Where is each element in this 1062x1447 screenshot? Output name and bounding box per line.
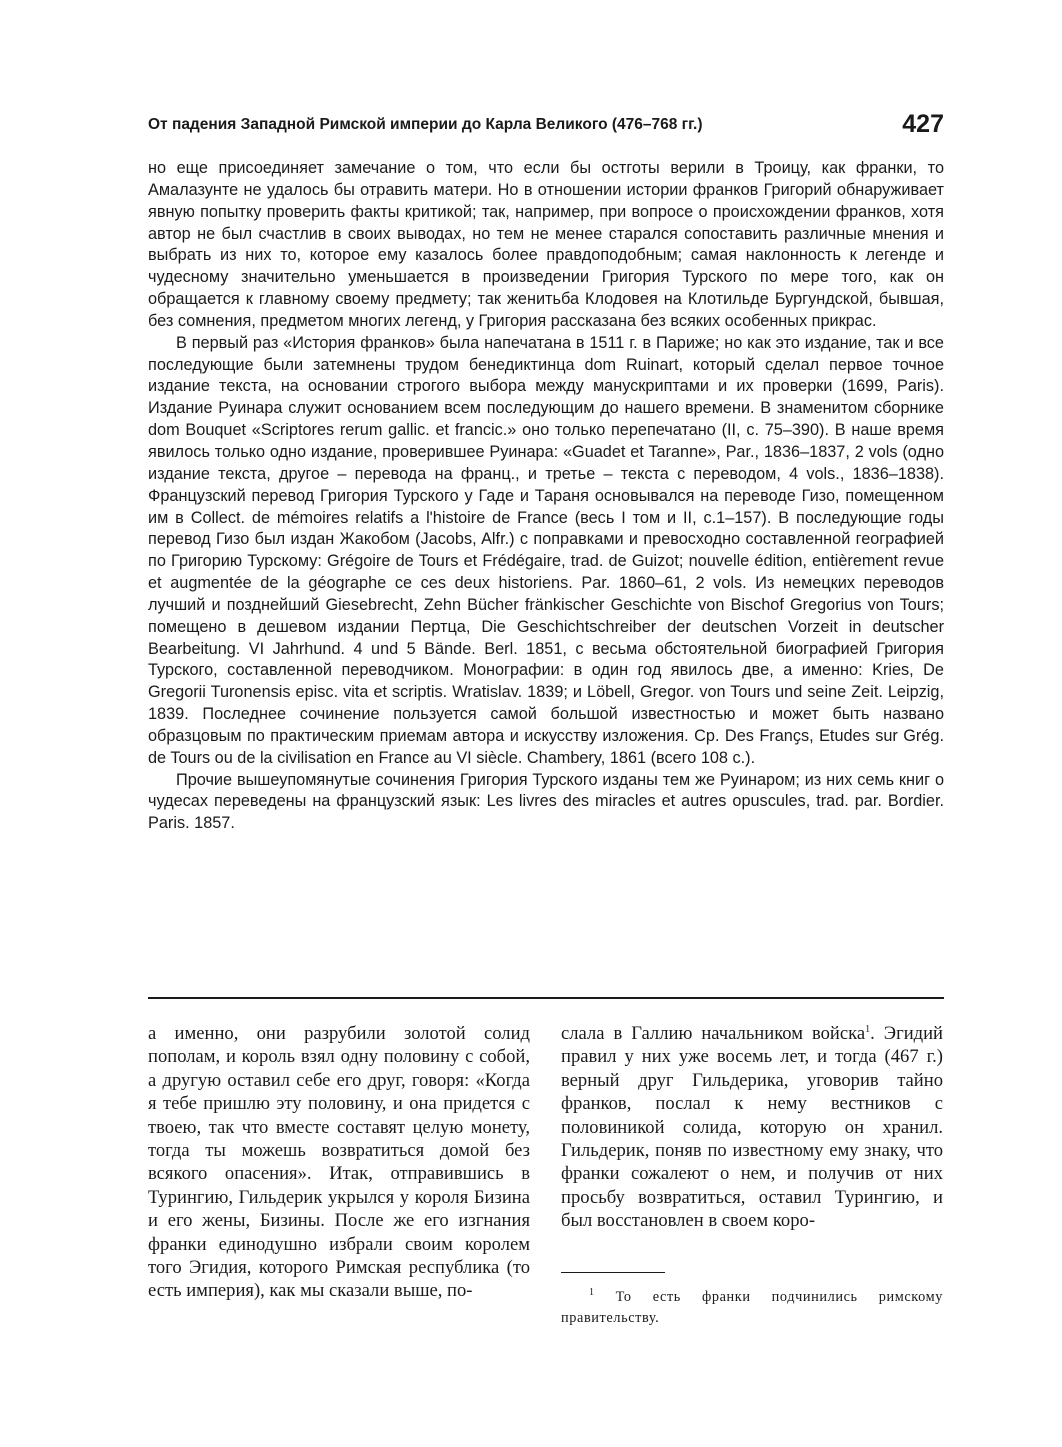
main-text-right-column (561, 1022, 943, 1233)
footnote-text: То есть франки подчинились римскому правительству. (561, 1289, 943, 1326)
main-text-left-column (148, 1022, 530, 1303)
intro-paragraph-3: Прочие вышеупомянутые сочинения Григория Турского изданы тем же Руинаром; из них семь книг о чудесах переведены на французский язык: Les livres des miracles et autres opuscules, trad. par. Bordier. Paris. 1857. (148, 770, 944, 833)
right-column-text (561, 1022, 943, 1233)
right-column-text-start: слала в Галлию начальником войска (561, 1023, 866, 1044)
bibliographic-note (148, 158, 944, 835)
footnote-marker: 1 (589, 1287, 595, 1299)
intro-paragraph-2: В первый раз «История франков» была напечатана в 1511 г. в Париже; но как это издание, так и все последующие были затемнены трудом бенедиктинца dom Ruinart, который сделал первое точное издание текста, на основании строгого выбора между манускриптами и их проверки (1699, Paris). Издание Руинара служит основанием всем последующим до нашего времени. В знаменитом сборнике dom Bouquet «Scriptores rerum gallic. et francic.» оно только перепечатано (II, с. 75–390). В наше время явилось только одно издание, проверившее Руинара: «Guadet et Taranne», Par., 1836–1837, 2 vols (одно издание текста, другое – перевода на франц., и третье – текста с переводом, 4 vols., 1836–1838). Французский перевод Григория Турского у Гаде и Тараня основывался на переводе Гизо, помещенном им в Collect. de mémoires relatifs a l'histoire de France (весь I том и II, с.1–157). В последующие годы перевод Гизо был издан Жакобом (Jacobs, Alfr.) с поправками и превосходно составленной географией по Григорию Турскому: Grégoire de Tours et Frédégaire, trad. de Guizot; nouvelle édition, entièrement revue et augmentée de la géographe ce ces deux historiens. Par. 1860–61, 2 vols. Из немецких переводов лучший и позднейший Giesebrecht, Zehn Bücher fränkischer Geschichte von Bischof Gregorius von Tours; помещено в дешевом издании Пертца, Die Geschichtschreiber der deutschen Vorzeit in deutscher Bearbeitung. VI Jahrhund. 4 und 5 Bände. Berl. 1851, с весьма обстоятельной биографией Григория Турского, составленной переводчиком. Монографии: в один год явилось две, а именно: Kries, De Gregorii Turonensis episc. vita et scriptis. Wratislav. 1839; и Löbell, Gregor. von Tours und seine Zeit. Leipzig, 1839. Последнее сочинение пользуется самой большой известностью и может быть названо образцовым по практическим приемам автора и искусству изложения. Cp. Des Franҫs, Etudes sur Grég. de Tours ou de la civilisation en France au VI siècle. Chambery, 1861 (всего 108 с.). (148, 333, 944, 767)
running-header (148, 112, 944, 140)
section-divider (148, 997, 944, 999)
running-title: От падения Западной Римской империи до Карла Великого (476–768 гг.) (148, 116, 703, 133)
intro-paragraph-1: но еще присоединяет замечание о том, что если бы остготы верили в Троицу, как франки, то Амалазунте не удалось бы отравить матери. Но в отношении истории франков Григорий обнаруживает явную попытку проверить факты критикой; так, например, при вопросе о происхождении франков, хотя автор не был счастлив в своих выводах, но тем не менее старался сопоставить различные мнения и выбрать из них то, которое ему казалось более правдоподобным; самая наклонность к легенде и чудесному значительно уменьшается в произведении Григория Турского по мере того, как он обращается к главному своему предмету; так женитьба Клодовея на Клотильде Бургундской, бывшая, без сомнения, предметом многих легенд, у Григория рассказана без всяких особенных прикрас. (148, 159, 944, 330)
right-column-text-end: . Эгидий правил у них уже восемь лет, и тогда (467 г.) верный друг Гильдерика, уговорив тайно франков, послал к нему вестников с половиникой солида, которую он хранил. Гильдерик, поняв по известному ему знаку, что франки сожалеют о нем, и получив от них просьбу возвратиться, оставил Турингию, и был восстановлен в своем коро- (561, 1023, 944, 1232)
footnote (561, 1287, 943, 1329)
footnote-reference: 1 (865, 1023, 871, 1035)
footnote-divider (561, 1272, 665, 1273)
left-column-text: а именно, они разрубили золотой солид пополам, и король взял одну половину с собой, а другую оставил себе его друг, говоря: «Когда я тебе пришлю эту половину, и она придется с твоею, так что вместе составят целую монету, тогда ты можешь возвратиться домой без всякого опасения». Итак, отправившись в Турингию, Гильдерик укрылся у короля Бизина и его жены, Бизины. После же его изгнания франки единодушно избрали своим королем того Эгидия, которого Римская республика (то есть империя), как мы сказали выше, по- (148, 1023, 530, 1302)
page-number: 427 (902, 110, 944, 138)
